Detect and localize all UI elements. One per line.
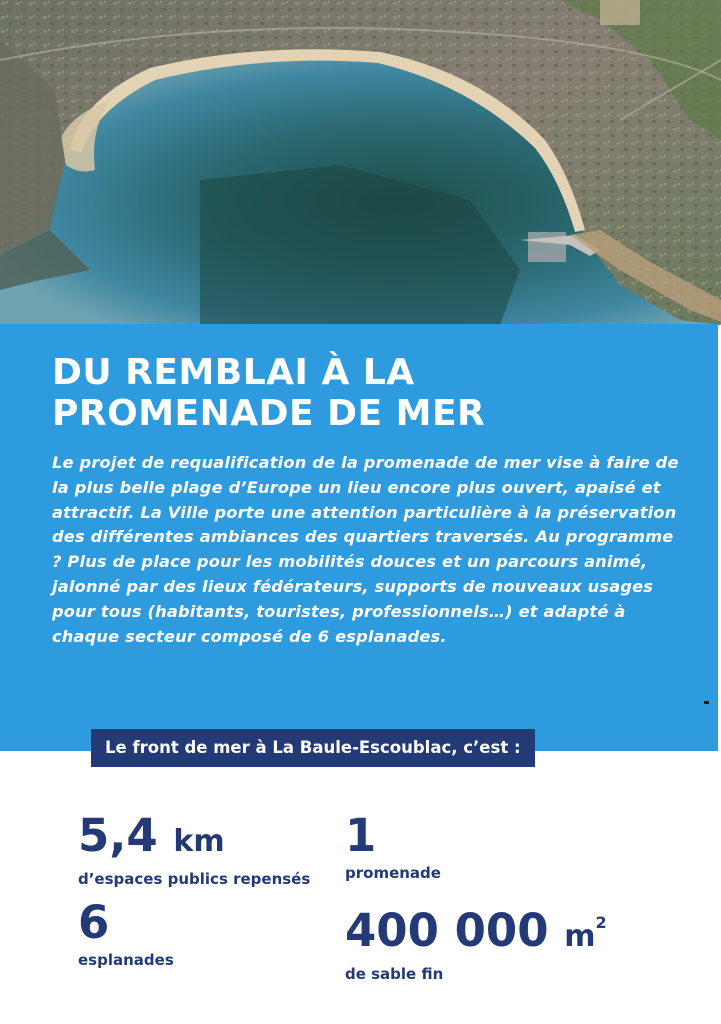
stat-promenade [345,809,441,883]
page-title-line-2: PROMENADE DE MER [52,393,486,434]
stat-sand-label: de sable fin [345,965,444,983]
page-title-line-1: DU REMBLAI À LA [52,352,415,393]
page-title [52,352,485,434]
stat-distance [78,809,311,889]
stat-promenade-label: promenade [345,864,441,882]
stat-sand-unit: m [564,919,596,954]
stat-sand [345,900,607,984]
stat-promenade-value: 1 [345,809,377,862]
stat-esplanades [78,896,174,970]
scan-speck [704,701,709,704]
stat-distance-value: 5,4 km [78,809,225,862]
stat-esplanades-label: esplanades [78,951,174,969]
intro-paragraph: Le projet de requalification de la promenade de mer vise à faire de la plus belle plage d’Europe un lieu encore plus ouvert, apaisé et attractif. La Ville porte une attention particulière à la préservation des différentes ambiances des quartiers traversés. Au programme ? Plus de place pour les mobilités douces et un parcours animé, jalonné par des lieux fédérateurs, supports de nouveaux usages pour tous (habitants, touristes, professionnels…) et adapté à chaque secteur composé de 6 esplanades. [52,453,679,646]
stat-distance-label: d’espaces publics repensés [78,870,311,888]
stat-sand-value: 400 000 $m^2$ [345,904,607,957]
stat-sand-exponent: 2 [595,913,607,932]
section-banner: Le front de mer à La Baule-Escoublac, c’est : [91,729,535,767]
aerial-bay-photo [0,0,721,325]
stat-distance-unit: km [173,824,225,859]
stat-esplanades-value: 6 [78,896,110,949]
